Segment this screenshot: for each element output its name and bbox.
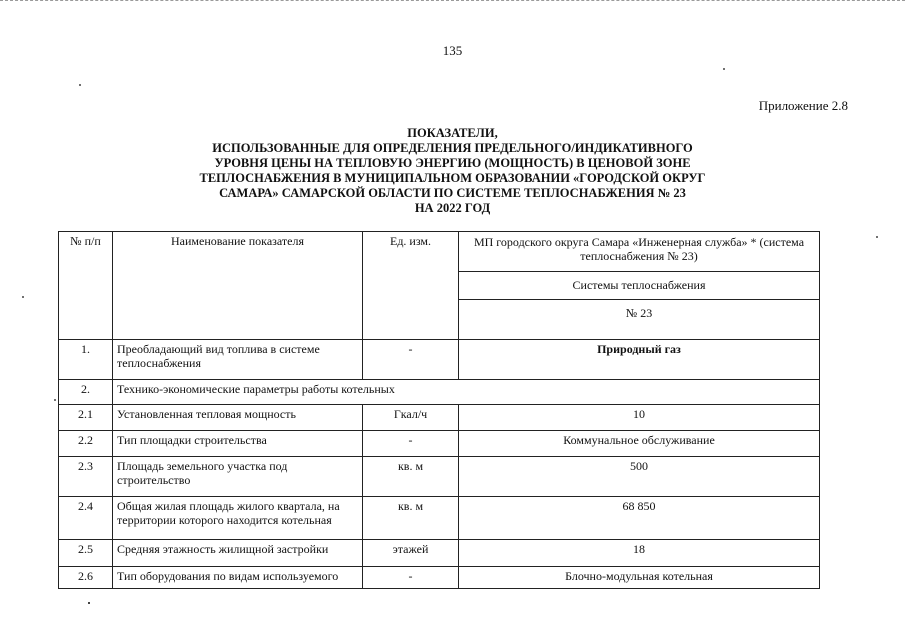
table-row bbox=[59, 457, 820, 497]
document-heading bbox=[150, 126, 755, 216]
scan-edge bbox=[0, 0, 905, 6]
page-number: 135 bbox=[442, 43, 463, 58]
table-header-row bbox=[59, 232, 820, 272]
table-row bbox=[59, 380, 820, 405]
row-unit: кв. м bbox=[363, 457, 459, 497]
scan-speck bbox=[22, 296, 24, 298]
row-unit: - bbox=[363, 567, 459, 589]
scan-speck bbox=[79, 84, 81, 86]
table-row bbox=[59, 405, 820, 431]
row-name: Площадь земельного участка под строительство bbox=[113, 457, 363, 497]
row-number: 2.6 bbox=[59, 567, 113, 589]
row-name: Тип оборудования по видам используемого bbox=[113, 567, 363, 589]
row-number: 1. bbox=[59, 340, 113, 380]
header-organization: МП городского округа Самара «Инженерная служба» * (система теплоснабжения № 23) bbox=[459, 232, 820, 272]
scan-speck bbox=[54, 399, 56, 401]
heading-line: УРОВНЯ ЦЕНЫ НА ТЕПЛОВУЮ ЭНЕРГИЮ (МОЩНОСТЬ) В ЦЕНОВОЙ ЗОНЕ bbox=[214, 156, 691, 170]
row-value: 500 bbox=[459, 457, 820, 497]
row-name: Тип площадки строительства bbox=[113, 431, 363, 457]
header-num: № п/п bbox=[59, 232, 113, 340]
row-name: Преобладающий вид топлива в системе теплоснабжения bbox=[113, 340, 363, 380]
row-number: 2.3 bbox=[59, 457, 113, 497]
row-name: Средняя этажность жилищной застройки bbox=[113, 540, 363, 567]
row-unit: Гкал/ч bbox=[363, 405, 459, 431]
row-value: Коммунальное обслуживание bbox=[459, 431, 820, 457]
row-value: Природный газ bbox=[459, 340, 820, 380]
indicators-table bbox=[58, 231, 820, 589]
header-system-number: № 23 bbox=[459, 300, 820, 340]
row-unit: этажей bbox=[363, 540, 459, 567]
scan-speck bbox=[723, 68, 725, 70]
row-unit: кв. м bbox=[363, 497, 459, 540]
row-unit: - bbox=[363, 340, 459, 380]
row-number: 2.5 bbox=[59, 540, 113, 567]
row-number: 2.1 bbox=[59, 405, 113, 431]
appendix-label: Приложение 2.8 bbox=[758, 98, 848, 113]
scan-speck bbox=[88, 602, 90, 604]
table-row bbox=[59, 497, 820, 540]
heading-line: ИСПОЛЬЗОВАННЫЕ ДЛЯ ОПРЕДЕЛЕНИЯ ПРЕДЕЛЬНОГО/ИНДИКАТИВНОГО bbox=[212, 141, 693, 155]
scan-speck bbox=[876, 236, 878, 238]
header-systems: Системы теплоснабжения bbox=[459, 272, 820, 300]
row-section-title: Технико-экономические параметры работы котельных bbox=[113, 380, 820, 405]
row-value: 68 850 bbox=[459, 497, 820, 540]
row-value: Блочно-модульная котельная bbox=[459, 567, 820, 589]
row-number: 2. bbox=[59, 380, 113, 405]
row-name: Общая жилая площадь жилого квартала, на территории которого находится котельная bbox=[113, 497, 363, 540]
table-row bbox=[59, 540, 820, 567]
table-row bbox=[59, 431, 820, 457]
row-value: 10 bbox=[459, 405, 820, 431]
header-unit: Ед. изм. bbox=[363, 232, 459, 340]
row-name: Установленная тепловая мощность bbox=[113, 405, 363, 431]
row-number: 2.2 bbox=[59, 431, 113, 457]
table-row bbox=[59, 340, 820, 380]
row-unit: - bbox=[363, 431, 459, 457]
heading-line: ТЕПЛОСНАБЖЕНИЯ В МУНИЦИПАЛЬНОМ ОБРАЗОВАНИИ «ГОРОДСКОЙ ОКРУГ bbox=[199, 171, 706, 185]
heading-line: НА 2022 ГОД bbox=[414, 201, 491, 215]
table-row bbox=[59, 567, 820, 589]
heading-line: САМАРА» САМАРСКОЙ ОБЛАСТИ ПО СИСТЕМЕ ТЕПЛОСНАБЖЕНИЯ № 23 bbox=[219, 186, 686, 200]
heading-line: ПОКАЗАТЕЛИ, bbox=[407, 126, 498, 140]
row-number: 2.4 bbox=[59, 497, 113, 540]
row-value: 18 bbox=[459, 540, 820, 567]
header-name: Наименование показателя bbox=[113, 232, 363, 340]
